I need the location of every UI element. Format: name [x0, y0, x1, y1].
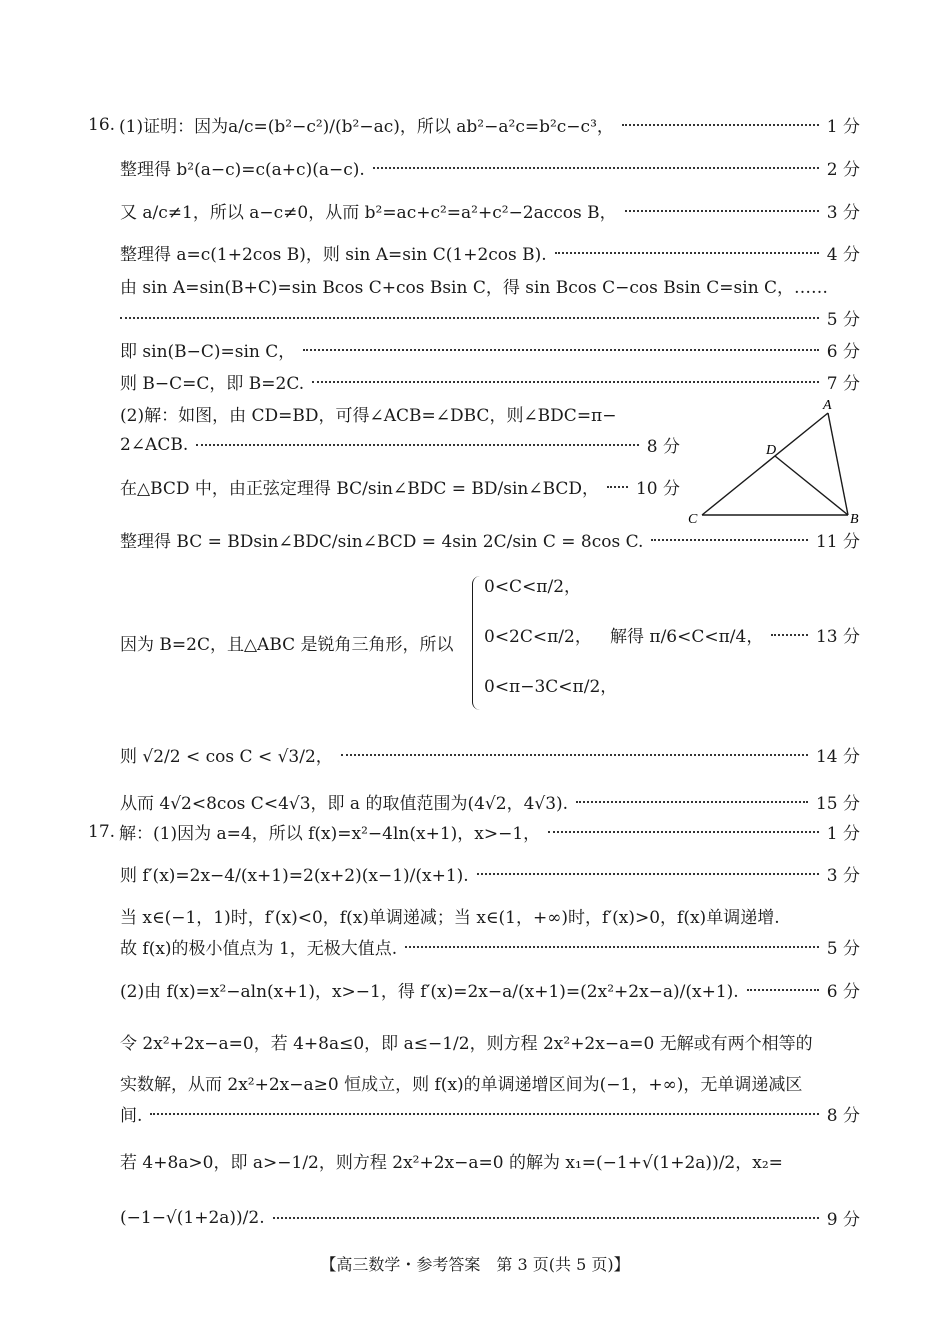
q17-line-8-text: 间.	[120, 1106, 143, 1126]
leader-dots	[273, 1217, 819, 1219]
score: 6 分	[826, 982, 860, 1002]
leader-dots	[303, 349, 818, 351]
score: 8 分	[646, 437, 680, 457]
q17-line-6	[120, 1029, 860, 1054]
score: 6 分	[826, 342, 860, 362]
q16-line-12-text: 整理得 BC = BDsin∠BDC/sin∠BCD = 4sin 2C/sin C = 8cos C.	[120, 532, 644, 552]
score: 1 分	[826, 824, 860, 844]
q17-line-8	[120, 1101, 860, 1126]
vertex-label-d: D	[766, 443, 777, 458]
leader-dots	[576, 801, 808, 803]
q16-inequality-system	[120, 572, 860, 720]
q16-line-8-text: 则 B−C=C，即 B=2C.	[120, 374, 305, 394]
score: 7 分	[826, 374, 860, 394]
q16-line-14-text: 则 √2/2 < cos C < √3/2，	[120, 747, 333, 767]
q16-line-14	[120, 742, 860, 767]
q16-line-15	[120, 789, 860, 814]
side-ab	[828, 413, 848, 515]
leader-dots	[651, 539, 808, 541]
score: 5 分	[826, 310, 860, 330]
q16-line-4-text: 整理得 a=c(1+2cos B)，则 sin A=sin C(1+2cos B).	[120, 245, 547, 265]
leader-dots	[373, 167, 819, 169]
side-ca	[702, 413, 828, 515]
leader-dots	[477, 873, 819, 875]
left-brace	[472, 576, 483, 710]
q17-line-5-text: (2)由 f(x)=x²−aln(x+1)，x>−1，得 f′(x)=2x−a/(x+1)=(2x²+2x−a)/(x+1).	[120, 982, 739, 1002]
q16-line-11-text: 在△BCD 中，由正弦定理得 BC/sin∠BDC = BD/sin∠BCD，	[120, 479, 600, 499]
q17-line-2	[120, 861, 860, 886]
leader-dots	[312, 381, 819, 383]
q16-line-6	[120, 305, 860, 330]
score: 15 分	[815, 794, 860, 814]
q17-line-7-text: 实数解，从而 2x²+2x−a≥0 恒成立，则 f(x)的单调递增区间为(−1，+∞)，无单调递减区	[120, 1075, 803, 1095]
q17-line-10	[120, 1205, 860, 1230]
leader-dots	[607, 486, 628, 488]
vertex-label-a: A	[823, 398, 832, 413]
q16-line-5-text: 由 sin A=sin(B+C)=sin Bcos C+cos Bsin C，得 sin Bcos C−cos Bsin C=sin C，……	[120, 278, 829, 298]
leader-dots	[747, 989, 819, 991]
score: 14 分	[815, 747, 860, 767]
q16-line-9	[120, 401, 680, 426]
leader-dots	[625, 210, 819, 212]
condition-3: 0<π−3C<π/2，	[484, 677, 618, 697]
q17-line-1-text: 解：(1)因为 a=4，所以 f(x)=x²−4ln(x+1)，x>−1，	[119, 824, 541, 844]
vertex-label-b: B	[850, 512, 859, 527]
vertex-label-c: C	[688, 512, 698, 527]
score: 10 分	[635, 479, 680, 499]
segment-db	[775, 456, 848, 515]
score: 9 分	[826, 1210, 860, 1230]
leader-dots	[405, 946, 819, 948]
q17-line-10-text: (−1−√(1+2a))/2.	[120, 1207, 265, 1228]
q16-system-lead: 因为 B=2C，且△ABC 是锐角三角形，所以	[120, 635, 454, 655]
condition-2: 0<2C<π/2，	[484, 627, 592, 647]
leader-dots	[771, 634, 808, 636]
q17-line-4	[120, 934, 860, 959]
q16-line-7	[120, 337, 860, 362]
leader-dots	[196, 444, 639, 446]
triangle-figure	[680, 395, 870, 535]
leader-dots	[555, 252, 819, 254]
q16-line-10-text: 2∠ACB.	[120, 434, 189, 455]
q17-line-3	[120, 903, 860, 928]
q16-line-2-text: 整理得 b²(a−c)=c(a+c)(a−c).	[120, 160, 365, 180]
score: 2 分	[826, 160, 860, 180]
system-result-text: 解得 π/6<C<π/4，	[610, 627, 764, 647]
leader-dots	[341, 754, 808, 756]
system-result	[610, 622, 860, 647]
q16-line-11	[120, 474, 680, 499]
score: 11 分	[815, 532, 860, 552]
q17-number: 17.	[88, 821, 116, 842]
score: 3 分	[826, 203, 860, 223]
score: 1 分	[826, 117, 860, 137]
q16-line-1-text: (1)证明：因为a/c=(b²−c²)/(b²−ac)，所以 ab²−a²c=b²c−c³，	[119, 117, 614, 137]
page-footer: 【高三数学・参考答案 第 3 页(共 5 页)】	[320, 1255, 630, 1274]
q16-line-15-text: 从而 4√2<8cos C<4√3，即 a 的取值范围为(4√2，4√3).	[120, 794, 569, 814]
q16-line-5	[120, 273, 860, 298]
q16-line-3	[120, 198, 860, 223]
q17-line-7	[120, 1070, 860, 1095]
q17-line-5	[120, 977, 860, 1002]
condition-1: 0<C<π/2，	[484, 577, 582, 597]
score: 8 分	[826, 1106, 860, 1126]
score: 4 分	[826, 245, 860, 265]
q16-line-4	[120, 240, 860, 265]
leader-dots	[622, 124, 819, 126]
score: 13 分	[815, 627, 860, 647]
score: 5 分	[826, 939, 860, 959]
q17-line-3-text: 当 x∈(−1，1)时，f′(x)<0，f(x)单调递减；当 x∈(1，+∞)时，f′(x)>0，f(x)单调递增.	[120, 908, 780, 928]
q17-line-6-text: 令 2x²+2x−a=0，若 4+8a≤0，即 a≤−1/2，则方程 2x²+2x−a=0 无解或有两个相等的	[120, 1034, 813, 1054]
q16-line-1	[88, 112, 860, 137]
q16-line-8	[120, 369, 860, 394]
q17-line-1	[88, 819, 860, 844]
leader-dots	[548, 831, 819, 833]
q16-line-10	[120, 432, 680, 457]
q16-line-2	[120, 155, 860, 180]
q17-line-4-text: 故 f(x)的极小值点为 1，无极大值点.	[120, 939, 398, 959]
q17-line-9	[120, 1148, 860, 1173]
q17-line-2-text: 则 f′(x)=2x−4/(x+1)=2(x+2)(x−1)/(x+1).	[120, 866, 469, 886]
q16-number: 16.	[88, 114, 116, 135]
q16-line-9-text: (2)解：如图，由 CD=BD，可得∠ACB=∠DBC，则∠BDC=π−	[120, 406, 617, 426]
q16-line-7-text: 即 sin(B−C)=sin C，	[120, 342, 296, 362]
leader-dots	[150, 1113, 818, 1115]
q16-line-3-text: 又 a/c≠1，所以 a−c≠0，从而 b²=ac+c²=a²+c²−2accos B，	[120, 203, 617, 223]
leader-dots	[120, 317, 819, 319]
score: 3 分	[826, 866, 860, 886]
q17-line-9-text: 若 4+8a>0，即 a>−1/2，则方程 2x²+2x−a=0 的解为 x₁=(−1+√(1+2a))/2，x₂=	[120, 1153, 783, 1173]
